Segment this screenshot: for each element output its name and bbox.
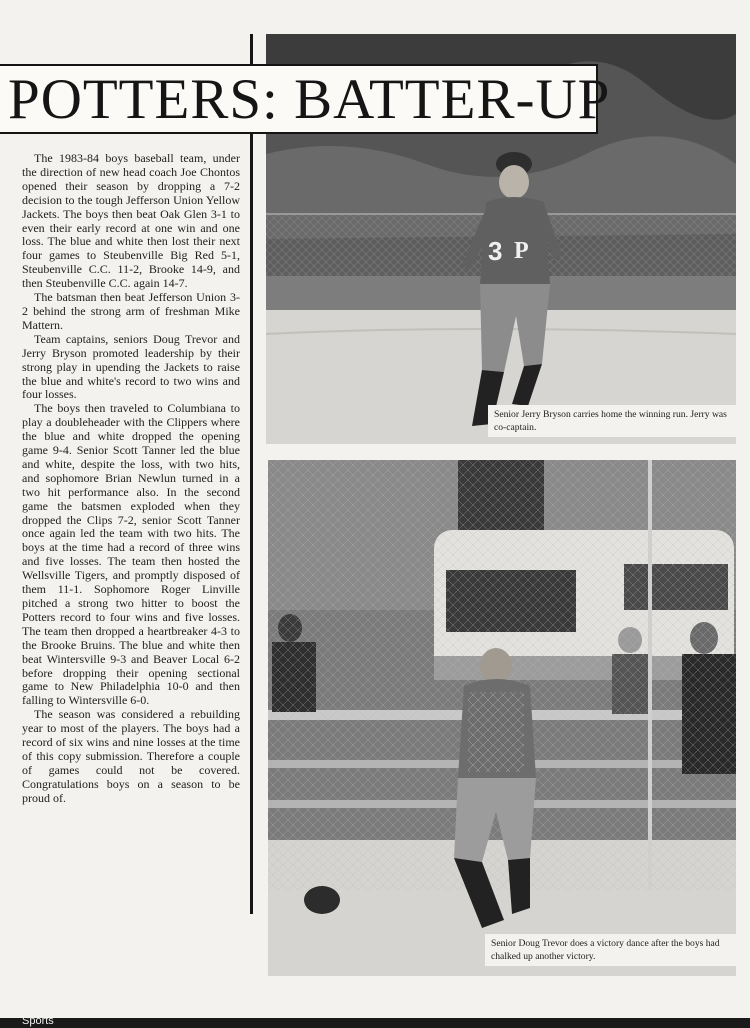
body-paragraph: The batsman then beat Jefferson Union 3-2 behind the strong arm of freshman Mike Mattern. — [22, 290, 240, 332]
body-paragraph: The season was considered a rebuilding year to most of the players. The boys had a record of six wins and nine losses at the time of this copy submission. Therefore a couple of games could not be covered. Congratulations boys on a season to be proud of. — [22, 707, 240, 805]
catcher-photo-illustration — [268, 460, 736, 976]
caption-top: Senior Jerry Bryson carries home the winning run. Jerry was co-captain. — [488, 405, 744, 437]
section-folio: Sports — [22, 1015, 54, 1027]
headline: POTTERS: BATTER-UP — [8, 68, 611, 131]
footer-bar — [0, 1018, 750, 1028]
jersey-number: 3 — [488, 236, 503, 266]
body-paragraph: The 1983-84 boys baseball team, under the direction of new head coach Joe Chontos opened their season by dropping a 7-2 decision to the tough Jefferson Union Yellow Jackets. The boys then beat Oak Glen 3-1 to even their early record at one win and one loss. The blue and white then lost their next four games to Steubenville Big Red 5-1, Steubenville C.C. 11-2, Brooke 14-9, and then Steubenville C.C. again 14-7. — [22, 151, 240, 291]
article-body — [22, 152, 240, 806]
caption-bottom: Senior Doug Trevor does a victory dance after the boys had chalked up another victory. — [485, 934, 737, 966]
column-divider — [250, 34, 253, 914]
body-paragraph: The boys then traveled to Columbiana to play a doubleheader with the Clippers where the blue and white dropped the opening game 9-4. Senior Scott Tanner led the blue and white, despite the loss, with two hits, and sophomore Brian Newlun turned in a two hit performance also. In the second game the batsmen exploded when they dropped the Clips 7-2, senior Scott Tanner once again led the team with two hits. The boys at the time had a record of three wins and five losses. The team then hosted the Wellsville Tigers, and promptly disposed of them 11-1. Sophomore Roger Linville pitched a strong two hitter to boost the Potters record to four wins and five losses. The team then dropped a heartbreaker 4-3 to the Brooke Bruins. The blue and white then beat Wintersville 9-3 and Beaver Local 6-2 before dropping their opening sectional game to New Philadelphia 10-0 and then falling to Wintersville 6-0. — [22, 401, 240, 708]
jersey-letter: P — [514, 238, 529, 264]
body-paragraph: Team captains, seniors Doug Trevor and Jerry Bryson promoted leadership by their strong play in upending the Jackets to raise the blue and white's record to two wins and four losses. — [22, 331, 240, 402]
headline-box — [0, 64, 611, 134]
photo-catcher — [268, 460, 736, 976]
